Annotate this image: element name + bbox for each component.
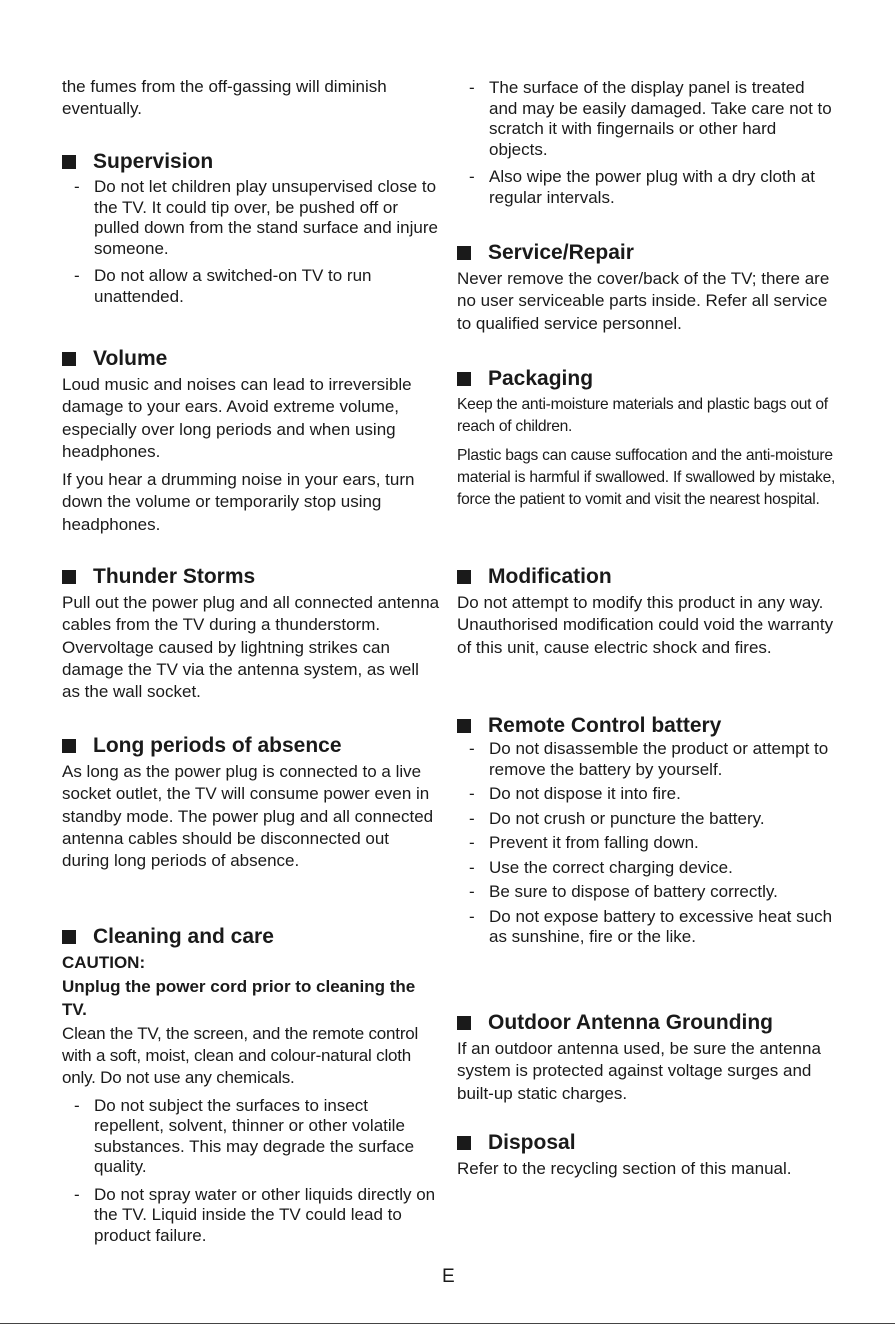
heading-text: Modification xyxy=(488,565,612,588)
square-bullet-icon xyxy=(457,570,471,584)
volume-paragraph: Loud music and noises can lead to irreversible damage to your ears. Avoid extreme volume, especially over long periods and when using headphones. xyxy=(62,375,412,461)
heading-thunder-storms xyxy=(62,564,440,590)
disposal-paragraph: Refer to the recycling section of this manual. xyxy=(457,1159,792,1178)
list-item xyxy=(457,858,837,879)
dash-icon: - xyxy=(469,833,475,852)
heading-long-absence xyxy=(62,733,440,759)
list-item-text: The surface of the display panel is treated and may be easily damaged. Take care not to scratch it with fingernails or other hard objects. xyxy=(489,78,832,159)
dash-icon: - xyxy=(469,857,475,877)
dash-icon: - xyxy=(74,266,80,285)
list-item-text: Do not allow a switched-on TV to run unattended. xyxy=(94,266,372,306)
dash-icon: - xyxy=(469,784,475,803)
square-bullet-icon xyxy=(457,1016,471,1030)
list-item xyxy=(457,739,837,780)
list-item xyxy=(457,167,837,208)
list-item-text: Do not crush or puncture the battery. xyxy=(489,808,765,828)
square-bullet-icon xyxy=(457,372,471,386)
continuation-paragraph: the fumes from the off-gassing will diminish eventually. xyxy=(62,77,387,119)
heading-text: Long periods of absence xyxy=(93,734,342,757)
section-disposal xyxy=(457,1130,837,1186)
heading-modification xyxy=(457,564,837,590)
list-item-text: Use the correct charging device. xyxy=(489,857,733,877)
dash-icon: - xyxy=(469,739,475,758)
caution-label: CAUTION: xyxy=(62,953,146,972)
cleaning-list xyxy=(62,1096,440,1247)
heading-text: Packaging xyxy=(488,367,594,390)
packaging-paragraph: Keep the anti-moisture materials and plastic bags out of reach of children. xyxy=(457,396,828,436)
heading-volume xyxy=(62,346,440,372)
heading-text: Thunder Storms xyxy=(93,565,256,588)
list-item-text: Be sure to dispose of battery correctly. xyxy=(489,882,778,901)
continuation-text xyxy=(62,76,440,127)
list-item-text: Do not spray water or other liquids directly on the TV. Liquid inside the TV could lead to product failure. xyxy=(94,1184,436,1245)
list-item xyxy=(457,882,837,903)
dash-icon: - xyxy=(74,177,80,196)
square-bullet-icon xyxy=(62,155,76,169)
heading-disposal xyxy=(457,1130,837,1156)
heading-text: Outdoor Antenna Grounding xyxy=(488,1011,774,1034)
dash-icon: - xyxy=(469,906,475,926)
section-cleaning xyxy=(62,924,440,1253)
square-bullet-icon xyxy=(62,352,76,366)
thunder-paragraph: Pull out the power plug and all connected antenna cables from the TV during a thunderstorm. Overvoltage caused by lightning strikes can damage the TV via the antenna system, as well as the wall socket. xyxy=(62,593,440,702)
supervision-list xyxy=(62,177,440,307)
heading-text: Supervision xyxy=(93,150,214,173)
section-volume xyxy=(62,346,440,542)
list-item xyxy=(62,266,440,307)
list-item xyxy=(62,177,440,259)
modification-paragraph: Do not attempt to modify this product in any way. Unauthorised modification could void the warranty of this unit, cause electric shock and fires. xyxy=(457,593,834,657)
section-remote-battery xyxy=(457,713,837,952)
square-bullet-icon xyxy=(457,1136,471,1150)
section-long-absence xyxy=(62,733,440,878)
list-item-text: Also wipe the power plug with a dry cloth at regular intervals. xyxy=(489,167,816,207)
heading-text: Volume xyxy=(93,347,168,370)
list-item xyxy=(62,1185,440,1247)
square-bullet-icon xyxy=(62,739,76,753)
heading-supervision xyxy=(62,149,440,175)
dash-icon: - xyxy=(469,78,475,97)
list-item-text: Do not disassemble the product or attempt to remove the battery by yourself. xyxy=(489,739,829,779)
remote-battery-list xyxy=(457,739,837,948)
square-bullet-icon xyxy=(457,719,471,733)
list-item xyxy=(457,833,837,854)
list-item-text: Prevent it from falling down. xyxy=(489,833,699,852)
heading-service-repair xyxy=(457,240,837,266)
cleaning-paragraph: Clean the TV, the screen, and the remote control with a soft, moist, clean and colour-natural cloth only. Do not use any chemicals. xyxy=(62,1023,419,1088)
care-continuation-list xyxy=(457,78,837,208)
heading-cleaning xyxy=(62,924,440,950)
section-packaging xyxy=(457,366,837,517)
heading-text: Remote Control battery xyxy=(488,714,722,737)
dash-icon: - xyxy=(469,808,475,828)
service-paragraph: Never remove the cover/back of the TV; there are no user serviceable parts inside. Refer all service to qualified service personnel. xyxy=(457,269,830,333)
volume-paragraph: If you hear a drumming noise in your ears, turn down the volume or temporarily stop using headphones. xyxy=(62,470,415,534)
heading-text: Cleaning and care xyxy=(93,925,274,948)
section-supervision xyxy=(62,149,440,314)
absence-paragraph: As long as the power plug is connected to a live socket outlet, the TV will consume power even in standby mode. The power plug and all connected antenna cables should be disconnected out during long periods of absence. xyxy=(62,762,434,871)
section-service-repair xyxy=(457,240,837,341)
list-item xyxy=(457,784,837,805)
square-bullet-icon xyxy=(62,930,76,944)
section-antenna-grounding xyxy=(457,1010,837,1111)
square-bullet-icon xyxy=(457,246,471,260)
list-item xyxy=(457,809,837,830)
section-thunder-storms xyxy=(62,564,440,709)
list-item xyxy=(457,78,837,160)
list-item-text: Do not subject the surfaces to insect repellent, solvent, thinner or other volatile substances. This may degrade the surface quality. xyxy=(94,1095,415,1177)
dash-icon: - xyxy=(469,882,475,901)
section-modification xyxy=(457,564,837,665)
dash-icon: - xyxy=(74,1095,80,1115)
list-item xyxy=(62,1096,440,1178)
antenna-paragraph: If an outdoor antenna used, be sure the antenna system is protected against voltage surges and built-up static charges. xyxy=(457,1039,821,1103)
caution-text: Unplug the power cord prior to cleaning the TV. xyxy=(62,977,416,1019)
list-item-text: Do not expose battery to excessive heat such as sunshine, fire or the like. xyxy=(489,906,833,946)
heading-packaging xyxy=(457,366,837,392)
continuation-list xyxy=(457,78,837,215)
page-marker: E xyxy=(442,1266,455,1287)
heading-text: Service/Repair xyxy=(488,241,634,264)
dash-icon: - xyxy=(469,167,475,186)
heading-antenna-grounding xyxy=(457,1010,837,1036)
list-item-text: Do not dispose it into fire. xyxy=(489,784,681,803)
packaging-paragraph: Plastic bags can cause suffocation and the anti-moisture material is harmful if swallowed. If swallowed by mistake, force the patient to vomit and visit the nearest hospital. xyxy=(457,446,836,509)
dash-icon: - xyxy=(74,1184,80,1204)
list-item xyxy=(457,907,837,948)
heading-text: Disposal xyxy=(488,1131,576,1154)
list-item-text: Do not let children play unsupervised close to the TV. It could tip over, be pushed off or pulled down from the stand surface and injure someone. xyxy=(94,177,438,258)
square-bullet-icon xyxy=(62,570,76,584)
heading-remote-battery xyxy=(457,713,837,739)
